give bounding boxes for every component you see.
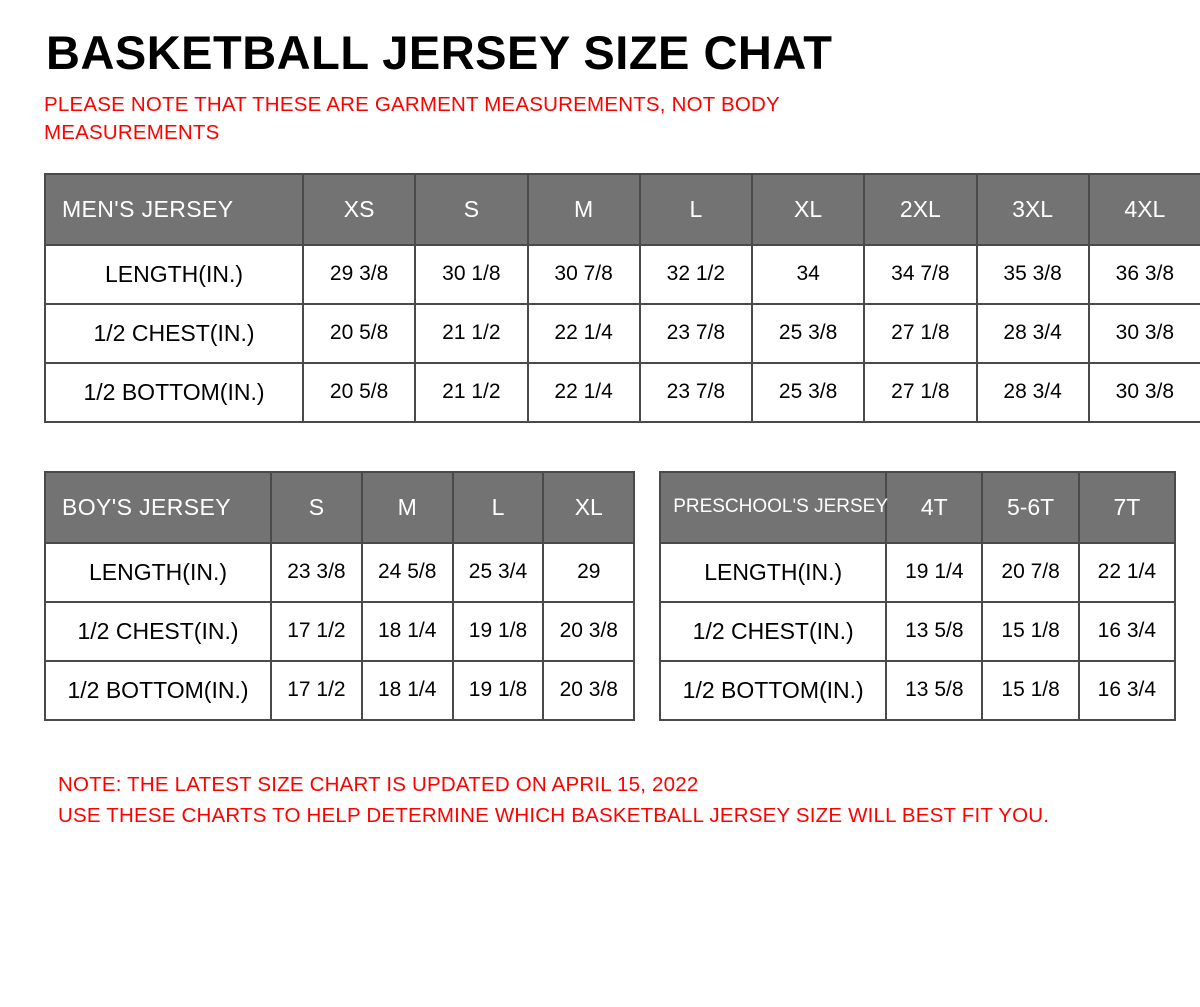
row-label-half-bottom: 1/2 BOTTOM(IN.) (45, 661, 271, 720)
cell-value: 30 7/8 (528, 245, 640, 304)
column-header-l: L (453, 472, 544, 543)
boys-jersey-size-table (44, 471, 635, 721)
cell-value: 17 1/2 (271, 602, 362, 661)
cell-value: 22 1/4 (528, 304, 640, 363)
column-header-4t: 4T (886, 472, 982, 543)
cell-value: 22 1/4 (1079, 543, 1175, 602)
note-usage-instruction: USE THESE CHARTS TO HELP DETERMINE WHICH BASKETBALL JERSEY SIZE WILL BEST FIT YOU. (58, 804, 1050, 828)
page-title: BASKETBALL JERSEY SIZE CHAT (46, 26, 833, 79)
cell-value: 27 1/8 (864, 363, 976, 422)
cell-value: 20 3/8 (543, 661, 634, 720)
table-row (45, 602, 634, 661)
cell-value: 23 7/8 (640, 304, 752, 363)
table-row (660, 543, 1175, 602)
bottom-notes (58, 769, 1176, 833)
column-header-xl: XL (543, 472, 634, 543)
row-label-half-chest: 1/2 CHEST(IN.) (45, 602, 271, 661)
cell-value: 36 3/8 (1089, 245, 1200, 304)
column-header-l: L (640, 174, 752, 245)
column-header-m: M (362, 472, 453, 543)
row-label-length: LENGTH(IN.) (660, 543, 886, 602)
cell-value: 30 3/8 (1089, 363, 1200, 422)
cell-value: 21 1/2 (415, 363, 527, 422)
column-header-category: PRESCHOOL'S JERSEY (660, 472, 886, 543)
cell-value: 16 3/4 (1079, 602, 1175, 661)
row-label-half-bottom: 1/2 BOTTOM(IN.) (660, 661, 886, 720)
cell-value: 29 (543, 543, 634, 602)
column-header-m: M (528, 174, 640, 245)
cell-value: 28 3/4 (977, 304, 1089, 363)
note-update-date: NOTE: THE LATEST SIZE CHART IS UPDATED ON APRIL 15, 2022 (58, 772, 699, 796)
cell-value: 19 1/8 (453, 602, 544, 661)
cell-value: 19 1/4 (886, 543, 982, 602)
cell-value: 30 3/8 (1089, 304, 1200, 363)
table-row (45, 661, 634, 720)
cell-value: 21 1/2 (415, 304, 527, 363)
cell-value: 25 3/8 (752, 304, 864, 363)
column-header-3xl: 3XL (977, 174, 1089, 245)
table-header-row (45, 472, 634, 543)
lower-tables-container (44, 471, 1176, 721)
column-header-category: BOY'S JERSEY (45, 472, 271, 543)
cell-value: 35 3/8 (977, 245, 1089, 304)
table-row (660, 602, 1175, 661)
cell-value: 18 1/4 (362, 602, 453, 661)
column-header-category: MEN'S JERSEY (45, 174, 303, 245)
cell-value: 34 (752, 245, 864, 304)
row-label-half-chest: 1/2 CHEST(IN.) (45, 304, 303, 363)
cell-value: 13 5/8 (886, 602, 982, 661)
cell-value: 27 1/8 (864, 304, 976, 363)
column-header-2xl: 2XL (864, 174, 976, 245)
column-header-4xl: 4XL (1089, 174, 1200, 245)
cell-value: 15 1/8 (982, 661, 1078, 720)
row-label-half-bottom: 1/2 BOTTOM(IN.) (45, 363, 303, 422)
table-header-row (660, 472, 1175, 543)
garment-measurement-note: PLEASE NOTE THAT THESE ARE GARMENT MEASUREMENTS, NOT BODY MEASUREMENTS (44, 93, 780, 145)
cell-value: 22 1/4 (528, 363, 640, 422)
cell-value: 30 1/8 (415, 245, 527, 304)
cell-value: 15 1/8 (982, 602, 1078, 661)
cell-value: 24 5/8 (362, 543, 453, 602)
cell-value: 20 5/8 (303, 304, 415, 363)
column-header-s: S (415, 174, 527, 245)
row-label-half-chest: 1/2 CHEST(IN.) (660, 602, 886, 661)
table-row (660, 661, 1175, 720)
cell-value: 20 5/8 (303, 363, 415, 422)
preschool-jersey-size-table (659, 471, 1176, 721)
cell-value: 28 3/4 (977, 363, 1089, 422)
cell-value: 13 5/8 (886, 661, 982, 720)
cell-value: 32 1/2 (640, 245, 752, 304)
table-header-row (45, 174, 1200, 245)
column-header-5-6t: 5-6T (982, 472, 1078, 543)
cell-value: 19 1/8 (453, 661, 544, 720)
row-label-length: LENGTH(IN.) (45, 245, 303, 304)
cell-value: 17 1/2 (271, 661, 362, 720)
cell-value: 23 3/8 (271, 543, 362, 602)
column-header-xs: XS (303, 174, 415, 245)
cell-value: 20 3/8 (543, 602, 634, 661)
column-header-s: S (271, 472, 362, 543)
column-header-xl: XL (752, 174, 864, 245)
cell-value: 29 3/8 (303, 245, 415, 304)
cell-value: 18 1/4 (362, 661, 453, 720)
table-row (45, 304, 1200, 363)
cell-value: 34 7/8 (864, 245, 976, 304)
cell-value: 25 3/8 (752, 363, 864, 422)
column-header-7t: 7T (1079, 472, 1175, 543)
cell-value: 25 3/4 (453, 543, 544, 602)
table-row (45, 363, 1200, 422)
row-label-length: LENGTH(IN.) (45, 543, 271, 602)
cell-value: 23 7/8 (640, 363, 752, 422)
cell-value: 20 7/8 (982, 543, 1078, 602)
mens-jersey-size-table (44, 173, 1200, 423)
table-row (45, 543, 634, 602)
cell-value: 16 3/4 (1079, 661, 1175, 720)
table-row (45, 245, 1200, 304)
